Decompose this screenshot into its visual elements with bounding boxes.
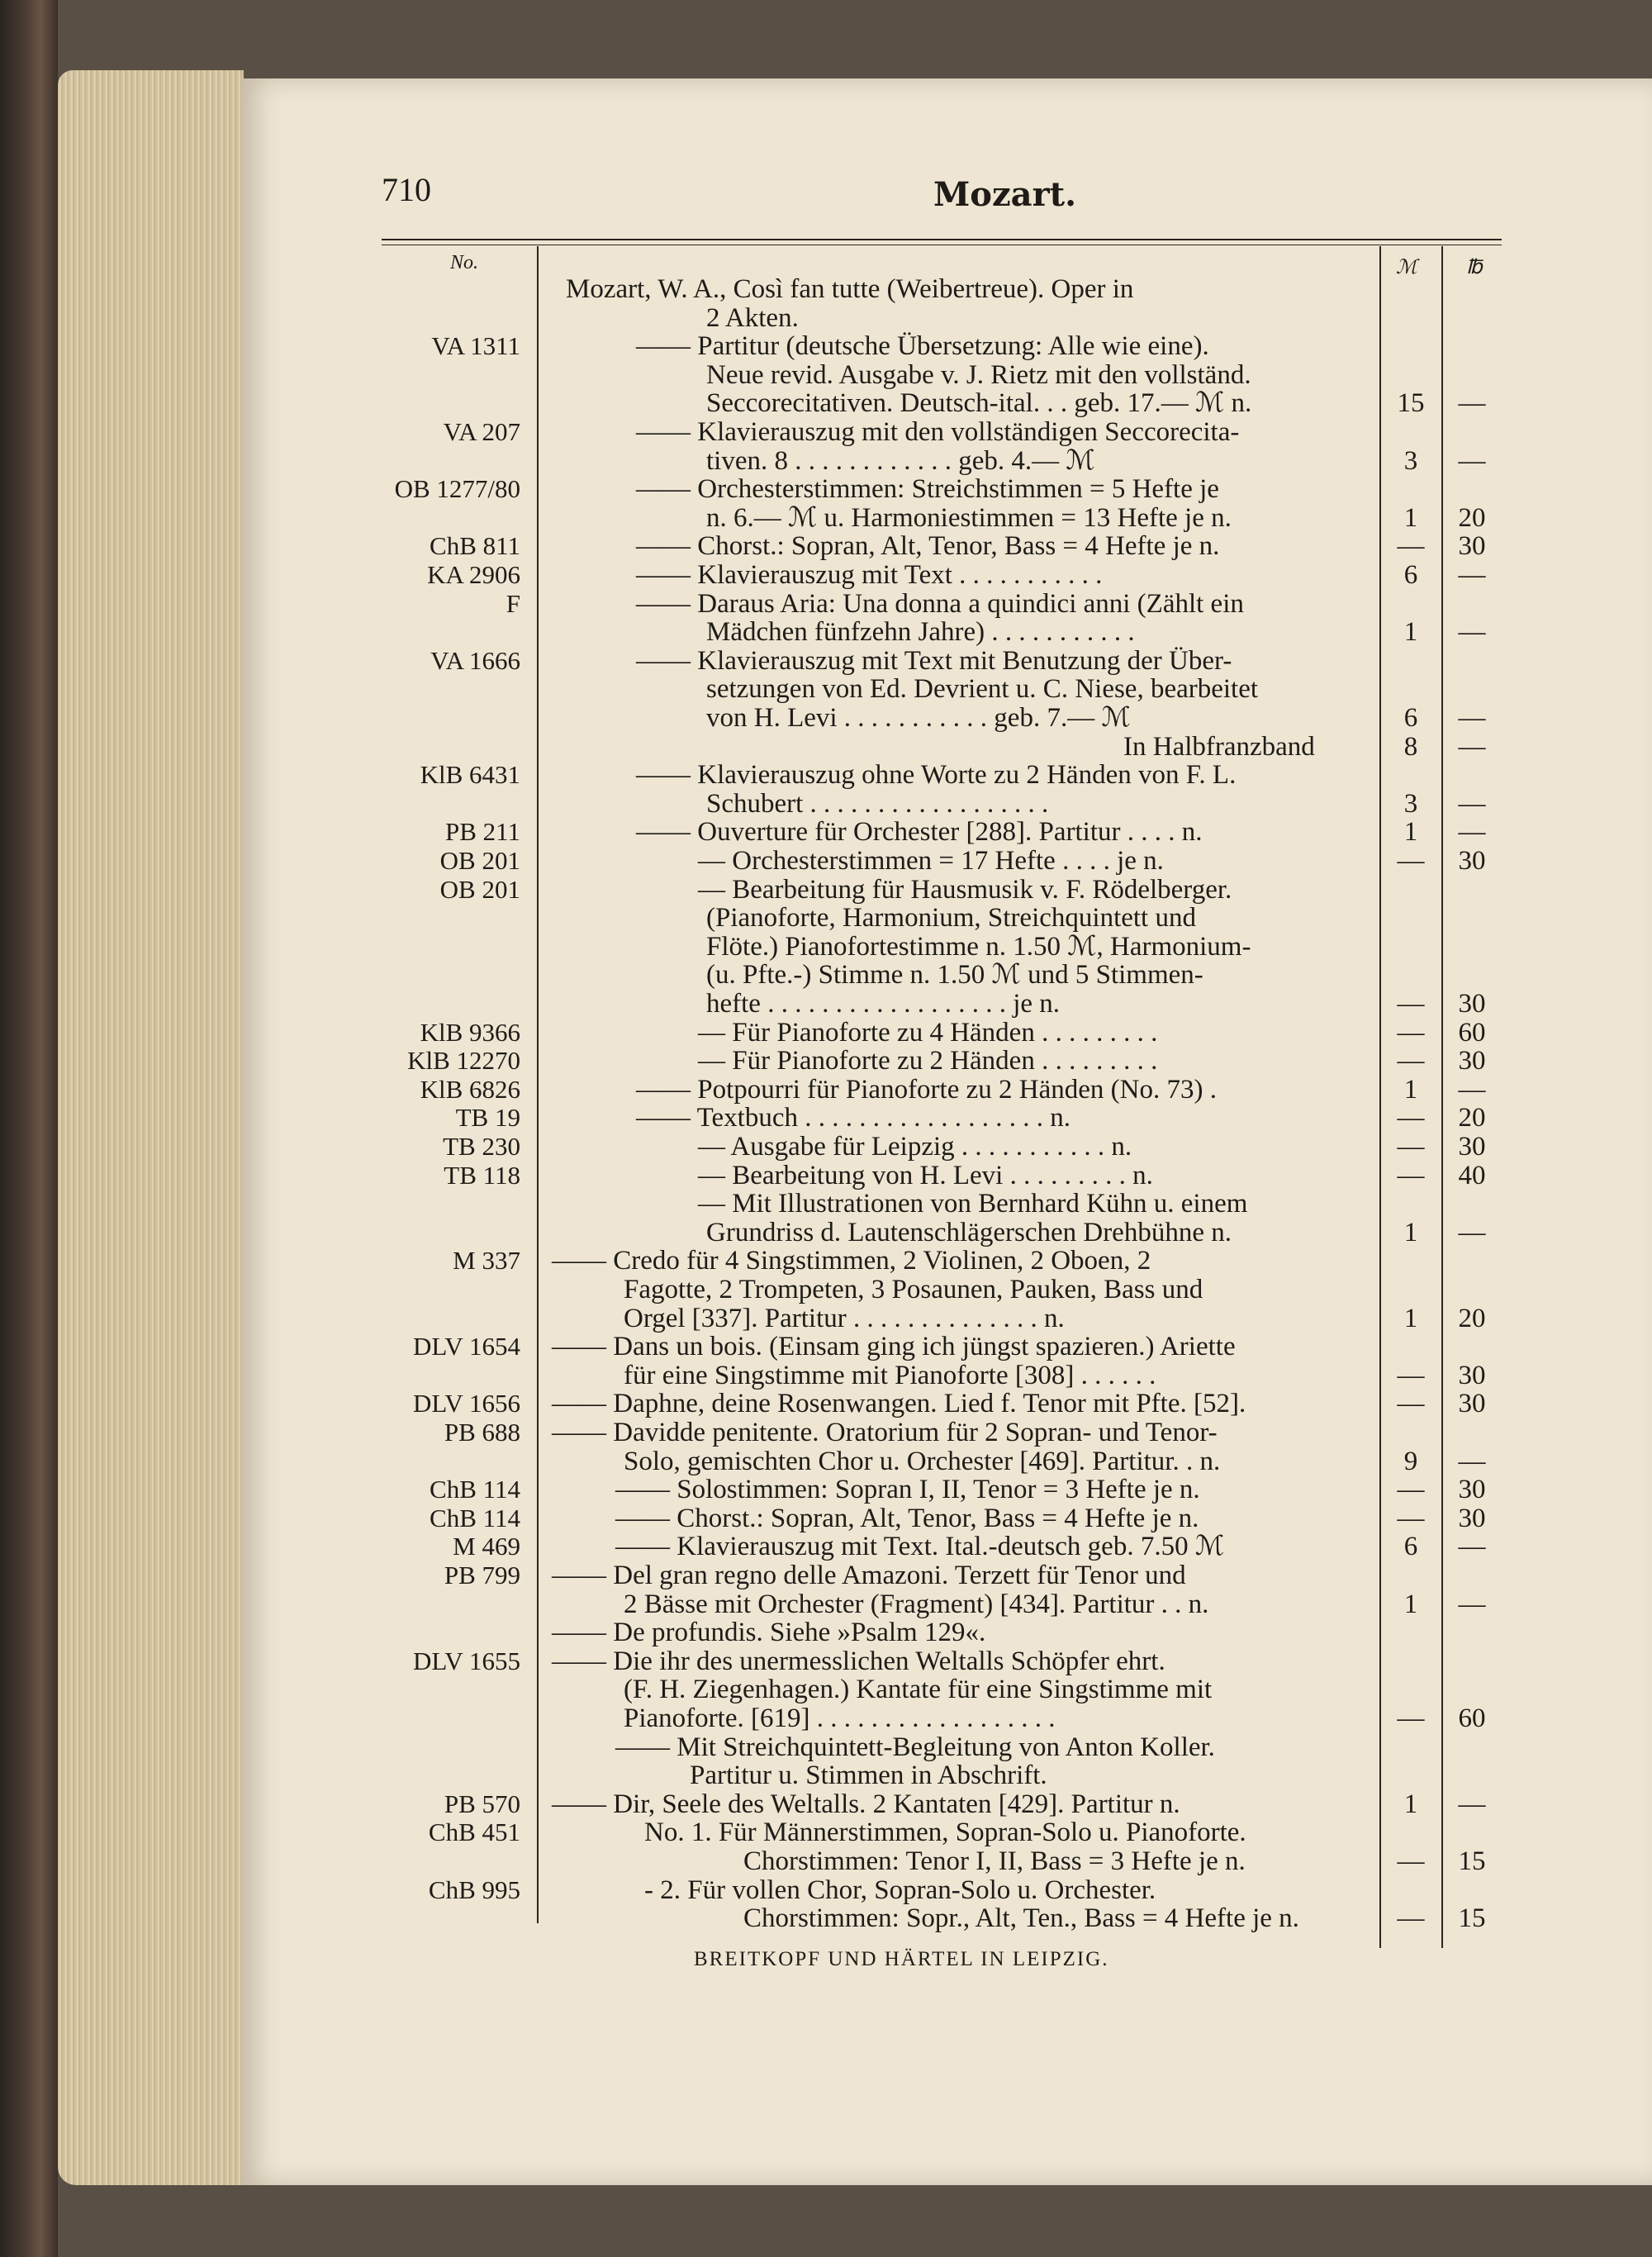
- entry-text: — Mit Illustrationen von Bernhard Kühn u. einem: [698, 1189, 1248, 1219]
- entry-number: PB 799: [444, 1561, 520, 1589]
- entry-pf-amount: 20: [1458, 503, 1486, 533]
- entry-text: In Halbfranzband: [1123, 732, 1315, 762]
- entry-pf-amount: 30: [1458, 846, 1486, 876]
- entry-text: —— Klavierauszug mit den vollständigen Seccorecita-: [636, 417, 1240, 447]
- entry-number: F: [506, 589, 520, 618]
- entry-number: PB 211: [444, 817, 520, 846]
- entry-text: (u. Pfte.-) Stimme n. 1.50 ℳ und 5 Stimmen-: [706, 960, 1203, 990]
- entry-text: 2 Akten.: [706, 303, 799, 333]
- entry-text: Chorstimmen: Tenor I, II, Bass = 3 Hefte je n.: [743, 1846, 1246, 1876]
- entry-number: ChB 811: [430, 531, 520, 560]
- entry-pf-amount: —: [1458, 1789, 1486, 1819]
- entry-mark-amount: —: [1397, 1703, 1425, 1733]
- entry-text: setzungen von Ed. Devrient u. C. Niese, bearbeitet: [706, 674, 1259, 704]
- entry-mark-amount: —: [1397, 531, 1425, 561]
- entry-text: Grundriss d. Lautenschlägerschen Drehbühne n.: [706, 1218, 1232, 1247]
- entry-text: für eine Singstimme mit Pianoforte [308] . . . . . .: [624, 1361, 1156, 1390]
- entry-text: Seccorecitativen. Deutsch-ital. . . geb. 17.— ℳ n.: [706, 388, 1252, 418]
- entry-number: ChB 114: [430, 1475, 520, 1504]
- entry-pf-amount: 60: [1458, 1018, 1486, 1048]
- entry-number: OB 1277/80: [394, 474, 520, 503]
- entry-pf-amount: —: [1458, 703, 1486, 733]
- entry-text: —— Textbuch . . . . . . . . . . . . . . . . . . n.: [636, 1103, 1070, 1133]
- entry-text: —— Dir, Seele des Weltalls. 2 Kantaten [429]. Partitur n.: [552, 1789, 1180, 1819]
- entry-text: (Pianoforte, Harmonium, Streichquintett und: [706, 903, 1196, 933]
- entry-pf-amount: —: [1458, 560, 1486, 590]
- entry-text: Pianoforte. [619] . . . . . . . . . . . . . . . . . .: [624, 1703, 1056, 1733]
- entry-text: — Ausgabe für Leipzig . . . . . . . . . . . n.: [698, 1132, 1132, 1162]
- entry-number: KlB 12270: [407, 1046, 520, 1075]
- entry-mark-amount: 1: [1403, 503, 1418, 533]
- entry-text: Schubert . . . . . . . . . . . . . . . . . .: [706, 789, 1049, 819]
- entry-pf-amount: 20: [1458, 1304, 1486, 1333]
- entry-pf-amount: —: [1458, 789, 1486, 819]
- entry-text: Partitur u. Stimmen in Abschrift.: [690, 1760, 1047, 1790]
- column-head-no: No.: [450, 252, 479, 273]
- entry-mark-amount: —: [1397, 1046, 1425, 1076]
- entry-number: OB 201: [439, 875, 520, 904]
- column-rule-mark: [1379, 246, 1381, 1948]
- column-rule-pf: [1441, 246, 1443, 1948]
- entry-number: PB 688: [444, 1418, 520, 1447]
- entry-text: —— Solostimmen: Sopran I, II, Tenor = 3 Hefte je n.: [615, 1475, 1200, 1504]
- entry-text: —— Potpourri für Pianoforte zu 2 Händen (No. 73) .: [636, 1075, 1217, 1105]
- entry-number: DLV 1654: [412, 1332, 520, 1361]
- entry-text: Neue revid. Ausgabe v. J. Rietz mit den vollständ.: [706, 360, 1251, 390]
- entry-text: No. 1. Für Männerstimmen, Sopran-Solo u. Pianoforte.: [644, 1817, 1246, 1847]
- entry-pf-amount: —: [1458, 388, 1486, 418]
- entry-text: —— Credo für 4 Singstimmen, 2 Violinen, 2 Oboen, 2: [552, 1246, 1151, 1276]
- entry-pf-amount: —: [1458, 1589, 1486, 1619]
- entry-number: OB 201: [439, 846, 520, 875]
- header-rule: [382, 239, 1502, 240]
- entry-mark-amount: —: [1397, 989, 1425, 1019]
- entry-text: —— Klavierauszug mit Text. Ital.-deutsch geb. 7.50 ℳ: [615, 1532, 1225, 1561]
- entry-mark-amount: —: [1397, 1903, 1425, 1933]
- entry-mark-amount: 1: [1403, 617, 1418, 647]
- entry-mark-amount: —: [1397, 1361, 1425, 1390]
- entry-text: — Für Pianoforte zu 2 Händen . . . . . . . . .: [698, 1046, 1158, 1076]
- entry-number: ChB 451: [428, 1817, 520, 1846]
- entry-mark-amount: 1: [1403, 1304, 1418, 1333]
- entry-pf-amount: 30: [1458, 1475, 1486, 1504]
- entry-mark-amount: —: [1397, 1161, 1425, 1190]
- entry-mark-amount: 1: [1403, 1589, 1418, 1619]
- entry-mark-amount: —: [1397, 1846, 1425, 1876]
- entry-number: KA 2906: [427, 560, 520, 589]
- column-head-mark: ℳ: [1396, 257, 1417, 278]
- entry-mark-amount: 3: [1403, 789, 1418, 819]
- entry-text: tiven. 8 . . . . . . . . . . . . geb. 4.— ℳ: [706, 446, 1095, 476]
- entry-text: - 2. Für vollen Chor, Sopran-Solo u. Orchester.: [644, 1875, 1156, 1905]
- entry-pf-amount: 15: [1458, 1903, 1486, 1933]
- entry-mark-amount: —: [1397, 1389, 1425, 1418]
- page-title: Mozart.: [933, 175, 1077, 214]
- entry-mark-amount: —: [1397, 1018, 1425, 1048]
- entry-text: —— Die ihr des unermesslichen Weltalls Schöpfer ehrt.: [552, 1646, 1165, 1676]
- entry-pf-amount: 30: [1458, 1046, 1486, 1076]
- entry-text: 2 Bässe mit Orchester (Fragment) [434]. Partitur . . n.: [624, 1589, 1209, 1619]
- entry-number: M 337: [453, 1246, 520, 1275]
- entry-mark-amount: —: [1397, 846, 1425, 876]
- entry-mark-amount: —: [1397, 1475, 1425, 1504]
- entry-text: —— Chorst.: Sopran, Alt, Tenor, Bass = 4 Hefte je n.: [615, 1504, 1199, 1533]
- entry-number: VA 207: [443, 417, 520, 446]
- entry-mark-amount: 8: [1403, 732, 1418, 762]
- entry-number: VA 1666: [430, 646, 520, 675]
- column-head-pf: ℔: [1466, 257, 1483, 278]
- entry-text: — Orchesterstimmen = 17 Hefte . . . . je n.: [698, 846, 1164, 876]
- entry-mark-amount: 9: [1403, 1447, 1418, 1476]
- entry-pf-amount: 60: [1458, 1703, 1486, 1733]
- entry-text: Flöte.) Pianofortestimme n. 1.50 ℳ, Harmonium-: [706, 932, 1251, 962]
- entry-pf-amount: —: [1458, 1075, 1486, 1105]
- entry-text: —— Klavierauszug ohne Worte zu 2 Händen von F. L.: [636, 760, 1237, 790]
- entry-number: TB 19: [455, 1103, 520, 1132]
- entry-pf-amount: —: [1458, 446, 1486, 476]
- entry-number: TB 230: [443, 1132, 520, 1161]
- entry-number: PB 570: [444, 1789, 520, 1818]
- entry-mark-amount: 1: [1403, 1218, 1418, 1247]
- entry-pf-amount: 30: [1458, 989, 1486, 1019]
- entry-number: DLV 1655: [412, 1646, 520, 1675]
- entry-number: KlB 6826: [420, 1075, 520, 1104]
- entry-text: —— Dans un bois. (Einsam ging ich jüngst spazieren.) Ariette: [552, 1332, 1236, 1361]
- entry-text: — Bearbeitung von H. Levi . . . . . . . . . n.: [698, 1161, 1153, 1190]
- entry-text: —— Del gran regno delle Amazoni. Terzett für Tenor und: [552, 1561, 1186, 1590]
- entry-text: —— Chorst.: Sopran, Alt, Tenor, Bass = 4 Hefte je n.: [636, 531, 1220, 561]
- entry-pf-amount: —: [1458, 1532, 1486, 1561]
- entry-mark-amount: 6: [1403, 1532, 1418, 1561]
- entry-number: KlB 9366: [420, 1018, 520, 1047]
- entry-text: —— Daphne, deine Rosenwangen. Lied f. Tenor mit Pfte. [52].: [552, 1389, 1246, 1418]
- entry-text: Mozart, W. A., Così fan tutte (Weibertreue). Oper in: [566, 274, 1134, 304]
- entry-text: —— Partitur (deutsche Übersetzung: Alle wie eine).: [636, 331, 1209, 361]
- entry-text: Mädchen fünfzehn Jahre) . . . . . . . . . . .: [706, 617, 1135, 647]
- entry-mark-amount: 6: [1403, 560, 1418, 590]
- entry-pf-amount: 40: [1458, 1161, 1486, 1190]
- entry-text: —— Mit Streichquintett-Begleitung von Anton Koller.: [615, 1732, 1215, 1762]
- entry-pf-amount: 30: [1458, 1389, 1486, 1418]
- entry-number: M 469: [453, 1532, 520, 1561]
- page-edges: [58, 70, 244, 2185]
- entry-number: VA 1311: [431, 331, 520, 360]
- entry-number: ChB 995: [428, 1875, 520, 1904]
- entry-pf-amount: 30: [1458, 531, 1486, 561]
- entry-mark-amount: 1: [1403, 817, 1418, 847]
- entry-text: Fagotte, 2 Trompeten, 3 Posaunen, Pauken, Bass und: [624, 1275, 1203, 1304]
- entry-pf-amount: 30: [1458, 1132, 1486, 1162]
- entry-text: — Für Pianoforte zu 4 Händen . . . . . . . . .: [698, 1018, 1158, 1048]
- entry-mark-amount: —: [1397, 1504, 1425, 1533]
- entry-number: KlB 6431: [420, 760, 520, 789]
- entry-mark-amount: 6: [1403, 703, 1418, 733]
- entry-text: hefte . . . . . . . . . . . . . . . . . . je n.: [706, 989, 1061, 1019]
- entry-mark-amount: 1: [1403, 1075, 1418, 1105]
- entry-text: Solo, gemischten Chor u. Orchester [469]. Partitur. . n.: [624, 1447, 1221, 1476]
- entry-text: —— Orchesterstimmen: Streichstimmen = 5 Hefte je: [636, 474, 1219, 504]
- entry-pf-amount: 15: [1458, 1846, 1486, 1876]
- entry-number: ChB 114: [430, 1504, 520, 1532]
- entry-pf-amount: —: [1458, 1447, 1486, 1476]
- page-number: 710: [382, 171, 431, 208]
- column-rule-left: [537, 246, 539, 1923]
- entry-text: n. 6.— ℳ u. Harmoniestimmen = 13 Hefte je n.: [706, 503, 1232, 533]
- entry-text: Chorstimmen: Sopr., Alt, Ten., Bass = 4 Hefte je n.: [743, 1903, 1299, 1933]
- entry-text: (F. H. Ziegenhagen.) Kantate für eine Singstimme mit: [624, 1675, 1213, 1704]
- entry-text: — Bearbeitung für Hausmusik v. F. Rödelberger.: [698, 875, 1232, 905]
- entry-mark-amount: 1: [1403, 1789, 1418, 1819]
- entry-number: DLV 1656: [412, 1389, 520, 1418]
- entry-pf-amount: 30: [1458, 1504, 1486, 1533]
- entry-pf-amount: —: [1458, 732, 1486, 762]
- entry-pf-amount: —: [1458, 617, 1486, 647]
- entry-pf-amount: —: [1458, 817, 1486, 847]
- entry-text: —— Klavierauszug mit Text mit Benutzung der Über-: [636, 646, 1232, 676]
- entry-pf-amount: —: [1458, 1218, 1486, 1247]
- book-spine: [0, 0, 58, 2257]
- entry-pf-amount: 20: [1458, 1103, 1486, 1133]
- entry-text: —— Ouverture für Orchester [288]. Partitur . . . . n.: [636, 817, 1203, 847]
- entry-text: von H. Levi . . . . . . . . . . . geb. 7.— ℳ: [706, 703, 1131, 733]
- entry-text: —— De profundis. Siehe »Psalm 129«.: [552, 1618, 986, 1647]
- entry-text: —— Davidde penitente. Oratorium für 2 Sopran- und Tenor-: [552, 1418, 1218, 1447]
- entry-text: Orgel [337]. Partitur . . . . . . . . . . . . . . n.: [624, 1304, 1065, 1333]
- entry-mark-amount: —: [1397, 1103, 1425, 1133]
- entry-mark-amount: 3: [1403, 446, 1418, 476]
- publisher-footer: BREITKOPF UND HÄRTEL IN LEIPZIG.: [694, 1948, 1109, 1970]
- entry-pf-amount: 30: [1458, 1361, 1486, 1390]
- entry-mark-amount: —: [1397, 1132, 1425, 1162]
- entry-text: —— Klavierauszug mit Text . . . . . . . . . . .: [636, 560, 1103, 590]
- entry-mark-amount: 15: [1397, 388, 1425, 418]
- entry-text: —— Daraus Aria: Una donna a quindici anni (Zählt ein: [636, 589, 1244, 619]
- entry-number: TB 118: [444, 1161, 520, 1190]
